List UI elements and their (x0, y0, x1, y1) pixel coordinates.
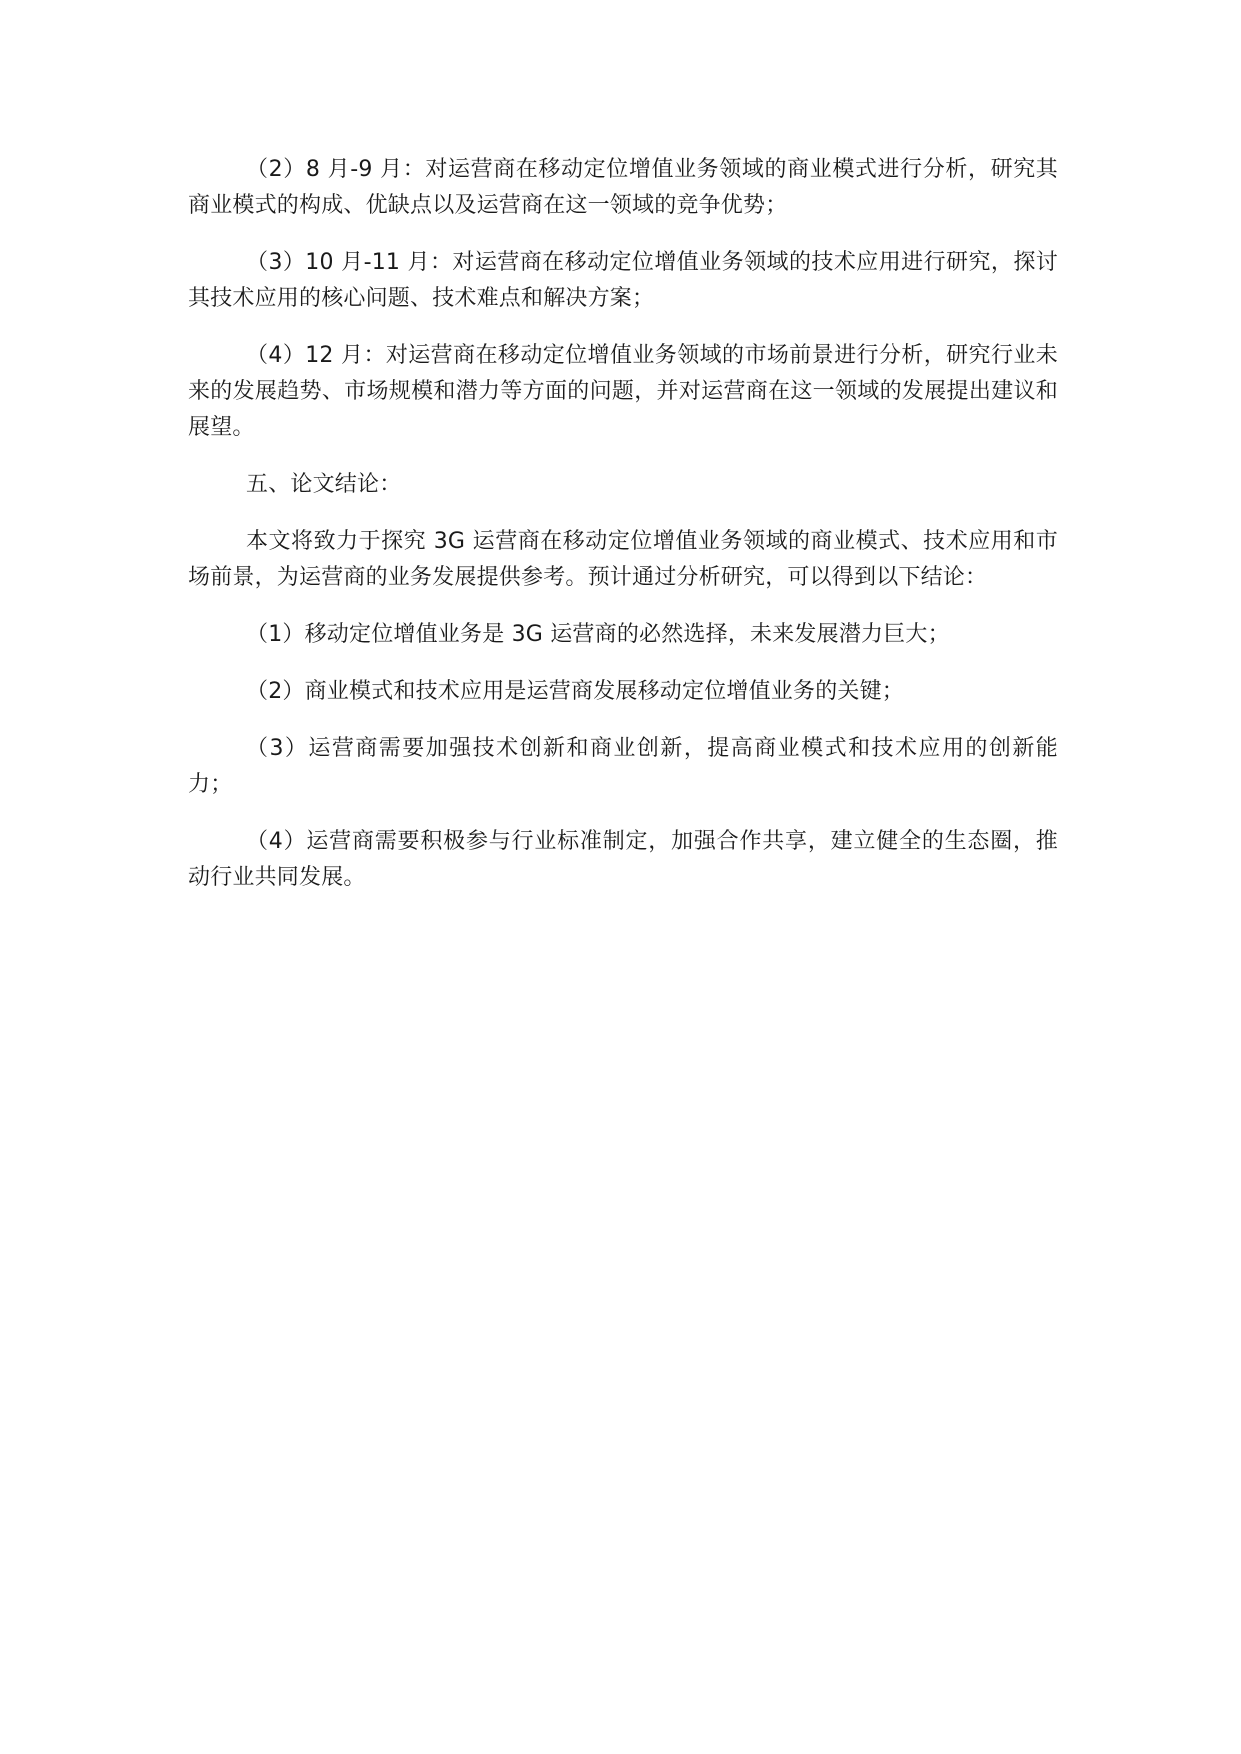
conclusion-item-1: （1）移动定位增值业务是 3G 运营商的必然选择，未来发展潜力巨大； (246, 622, 950, 647)
schedule-item-3: （3）10 月-11 月：对运营商在移动定位增值业务领域的技术应用进行研究，探讨其技术应用的核心问题、技术难点和解决方案； (188, 250, 1058, 311)
conclusion-item-4: （4）运营商需要积极参与行业标准制定，加强合作共享，建立健全的生态圈，推动行业共同发展。 (188, 829, 1058, 890)
document-body (188, 152, 1058, 917)
schedule-item-4: （4）12 月：对运营商在移动定位增值业务领域的市场前景进行分析，研究行业未来的发展趋势、市场规模和潜力等方面的问题，并对运营商在这一领域的发展提出建议和展望。 (188, 343, 1058, 440)
schedule-item-2: （2）8 月-9 月：对运营商在移动定位增值业务领域的商业模式进行分析，研究其商业模式的构成、优缺点以及运营商在这一领域的竞争优势； (188, 157, 1058, 218)
section-heading-conclusion: 五、论文结论： (246, 472, 402, 497)
conclusion-intro: 本文将致力于探究 3G 运营商在移动定位增值业务领域的商业模式、技术应用和市场前景，为运营商的业务发展提供参考。预计通过分析研究，可以得到以下结论： (188, 529, 1058, 590)
conclusion-item-3: （3）运营商需要加强技术创新和商业创新，提高商业模式和技术应用的创新能力； (188, 736, 1058, 797)
conclusion-item-2: （2）商业模式和技术应用是运营商发展移动定位增值业务的关键； (246, 679, 904, 704)
